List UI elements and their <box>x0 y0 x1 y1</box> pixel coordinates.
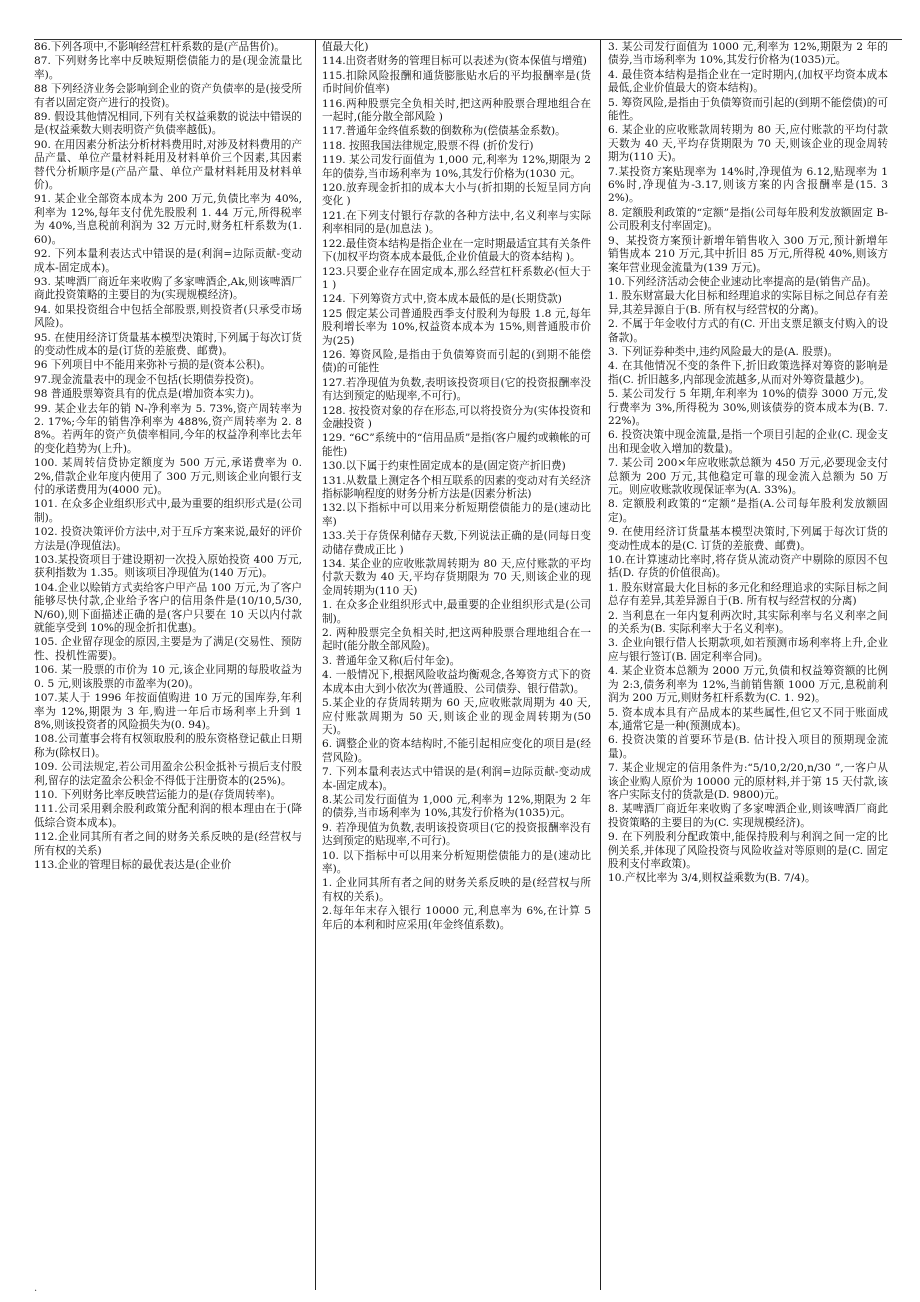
question-item: 101. 在众多企业组织形式中,最为重要的组织形式是(公司制)。 <box>34 498 302 524</box>
text-column-left <box>34 41 302 1286</box>
question-item: 6. 投资决策中现金流量,是指一个项目引起的企业(C. 现金支出和现金收入增加的数量)。 <box>608 429 888 455</box>
question-item: 6. 投资决策的首要环节是(B. 估计投入项目的预期现金流量)。 <box>608 734 888 760</box>
question-item: 104.企业以赊销方式卖给客户甲产品 100 万元,为了客户能够尽快付款,企业给予客户的信用条件是(10/10,5/30,N/60),则下面描述正确的是(客户只要在 10 天以内付款就能享受到 10%的现金折扣优惠)。 <box>34 581 302 635</box>
question-item: 10.下列经济活动会使企业速动比率提高的是(销售产品)。 <box>608 275 877 288</box>
question-item: 117.普通年金终值系数的倒数称为(偿债基金系数)。 <box>322 125 566 138</box>
question-item: 91. 某企业全部资本成本为 200 万元,负债比率为 40%,利率为 12%,每年支付优先股股利 1. 44 万元,所得税率为 40%,当息税前利润为 32 万元时,财务杠杆系数为(1. 60)。 <box>34 193 302 246</box>
question-item: 9. 在使用经济订货量基本模型决策时,下列属于每次订货的变动性成本的是(C. 订货的差旅费、邮费)。 <box>608 526 888 552</box>
question-item: 7. 下列本量利表达式中错误的是(利润=边际贡献-变动成本-固定成本)。 <box>322 766 591 792</box>
question-item: 3. 下列证券种类中,违约风险最大的是(A. 股票)。 <box>608 345 839 358</box>
question-item: 3. 普通年金又称(后付年金)。 <box>322 654 461 667</box>
question-item: 110. 下列财务比率反映营运能力的是(存货周转率)。 <box>34 788 282 801</box>
question-item: 109. 公司法规定,若公司用盈余公积金抵补亏损后支付股利,留存的法定盈余公积金不得低于注册资本的(25%)。 <box>34 761 302 787</box>
question-item: 94. 如果投资组合中包括全部股票,则投资者(只承受市场风险)。 <box>34 303 302 330</box>
question-item: 2.每年年末存入银行 10000 元,利息率为 6%,在计算 5 年后的本利和时应采用(年金终值系数)。 <box>322 905 591 931</box>
question-item: 126. 筹资风险,是指由于负债筹资而引起的(到期不能偿债)的可能性 <box>322 348 591 375</box>
question-item: 125 假定某公司普通股西季支付股利为每股 1.8 元,每年股利增长率为 10%,权益资本成本为 15%,则普通股市价为(25) <box>322 307 591 347</box>
question-item: 值最大化) <box>322 41 369 53</box>
question-item: 108.公司董事会将有权领取股利的股东资格登记截止日期称为(除权日)。 <box>34 733 302 759</box>
question-item: 2. 不属于年金收付方式的有(C. 开出支票足额支付购入的设备款)。 <box>608 318 888 344</box>
question-item: 3. 企业向银行借人长期款项,如若预测市场利率将上升,企业应与银行签订(B. 固定利率合同)。 <box>608 637 888 663</box>
question-item: 98 普通股票筹资具有的优点是(增加资本实力)。 <box>34 388 261 401</box>
question-item: 129. “6C”系统中的“信用品质”是指(客户履约或赖帐的可能性) <box>322 432 591 458</box>
question-item: 96 下列项目中不能用来弥补亏损的是(资本公积)。 <box>34 359 271 372</box>
question-item: 6. 某企业的应收账款周转期为 80 天,应付账款的平均付款天数为 40 天,平均存货期限为 70 天,则该企业的现金周转期为(110 天)。 <box>608 124 888 164</box>
question-item: 4. 某企业资本总额为 2000 万元,负债和权益筹资额的比例为 2:3,债务利率为 12%,当前销售额 1000 万元,息税前利润为 200 万元,则财务杠杆系数为(C. 1. 92)。 <box>608 665 888 705</box>
question-item: 107.某人于 1996 年按面值购进 10 万元的国库券,年利率为 12%,期限为 3 年,购进一年后市场利率上升到 18%,则该投资者的风险损失为(0. 94)。 <box>34 692 302 731</box>
question-item: 102. 投资决策评价方法中,对于互斥方案来说,最好的评价方法是(净现值法)。 <box>34 526 302 552</box>
question-item: 89. 假设其他情况相同,下列有关权益乘数的说法中错误的是(权益乘数大则表明资产负债率越低)。 <box>34 111 302 137</box>
question-item: 4. 一般情况下,根据风险收益均衡观念,各筹资方式下的资本成本由大到小依次为(普通股、公司债券、银行借款)。 <box>322 669 591 695</box>
question-item: 105. 企业留存现金的原因,主要是为了满足(交易性、预防性、投机性需要)。 <box>34 636 302 662</box>
question-item: 130.以下属于约束性固定成本的是(固定资产折旧费) <box>322 460 566 473</box>
question-item: 9、某投资方案预计新增年销售收入 300 万元,预计新增年销售成本 210 万元,其中折旧 85 万元,所得税 40%,则该方案年营业现金流量为(139 万元)。 <box>608 234 888 274</box>
question-item: 127.若净现值为负数,表明该投资项目(它的投资报酬率没有达到预定的贴现率,不可行)。 <box>322 376 591 403</box>
question-item: 5. 筹资风险,是指由于负债筹资而引起的(到期不能偿债)的可能性。 <box>608 96 888 123</box>
question-item: 7. 某公司 200×年应收账款总额为 450 万元,必要现金支付总额为 200 万元,其他稳定可靠的现金流入总额为 50 万元。则应收账款收现保证率为(A. 33%)。 <box>608 457 888 496</box>
question-item: 4. 最佳资本结构是指企业在一定时期内,(加权平均资本成本最低,企业价值最大的资本结构)。 <box>608 68 888 95</box>
question-item: 100. 某周转信贷协定额度为 500 万元,承诺费率为 0. 2%,借款企业年度内使用了 300 万元,则该企业向银行支付的承诺费用为(4000 元)。 <box>34 457 302 496</box>
question-item: 8. 定额股利政策的“定额”是指(公司每年股利发放额固定 B-公司股利支付率固定)。 <box>608 206 888 233</box>
question-item: 9. 若净现值为负数,表明该投资项目(它的投资报酬率没有达到预定的贴现率,不可行)。 <box>322 821 591 848</box>
question-item: 86.下列各项中,不影响经营杠杆系数的是(产品售价)。 <box>34 41 285 53</box>
question-item: 87. 下列财务比率中反映短期偿债能力的是(现金流量比率)。 <box>34 55 302 81</box>
question-item: 119. 某公司发行面值为 1,000 元,利率为 12%,期限为 2 年的债券,当市场利率为 10%,其发行价格为(1030 元。 <box>322 154 591 180</box>
question-item: 5. 某公司发行 5 年期,年利率为 10%的债券 3000 万元,发行费率为 3%,所得税为 30%,则该债券的资本成本为(B. 7. 22%)。 <box>608 388 888 427</box>
question-item: 134. 某企业的应收账款周转期为 80 天,应付账款的平均付款天数为 40 天,平均存货期限为 70 天,则该企业的现金周转期为(110 天) <box>322 558 591 597</box>
question-item: 1. 在众多企业组织形式中,最重要的企业组织形式是(公司制)。 <box>322 599 591 625</box>
question-item: 131.从数量上测定各个相互联系的因素的变动对有关经济指标影响程度的财务分析方法是(因素分析法) <box>322 474 591 500</box>
question-item: 10. 以下指标中可以用来分析短期偿债能力的是(速动比率)。 <box>322 849 591 875</box>
question-item: 116.两种股票完全负相关时,把这两种股票合理地组合在一起时,(能分散全部风险 ) <box>322 97 591 124</box>
question-item: 3. 某公司发行面值为 1000 元,利率为 12%,期限为 2 年的债券,当市场利率为 10%,其发行价格为(1035)元。 <box>608 41 888 67</box>
question-item: 5. 资本成本具有产品成本的某些属性,但它又不同于账面成本,通常它是一种(预测成本)。 <box>608 706 888 732</box>
question-item: 10.在计算速动比率时,将存货从流动资产中剔除的原因不包括(D. 存货的价值很高)。 <box>608 554 888 580</box>
question-item: 133.关于存货保利储存天数,下列说法正确的是(同每日变动储存费成正比 ) <box>322 530 591 556</box>
text-column-middle <box>322 41 591 1286</box>
question-item: 99. 某企业去年的销 N-净利率为 5. 73%,资产周转率为 2. 17%;今年的销售净利率为 488%,资产周转率为 2. 88%。若两年的资产负债率相同,今年的权益净利率比去年的变化趋势为(上升)。 <box>34 402 302 455</box>
question-item: 1. 企业同其所有者之间的财务关系反映的是(经营权与所有权的关系)。 <box>322 877 591 903</box>
question-item: 118. 按照我国法律规定,股票不得 (折价发行) <box>322 139 534 152</box>
question-item: 6. 调整企业的资本结构时,不能引起相应变化的项目是(经营风险)。 <box>322 738 591 764</box>
text-column-right <box>608 41 888 1286</box>
question-item: 97.现金流量表中的现金不包括(长期债券投资)。 <box>34 373 261 386</box>
question-item: 121.在下列支付银行存款的各种方法中,名义利率与实际利率相同的是(加息法 )。 <box>322 209 591 236</box>
top-rule <box>34 39 902 40</box>
question-item: 106. 某一股票的市价为 10 元,该企业同期的每股收益为 0. 5 元,则该股票的市盈率为(20)。 <box>34 664 302 690</box>
question-item: 123.只要企业存在固定成本,那么经营杠杆系数必(恒大于 1 ) <box>322 265 591 291</box>
column-divider-left <box>315 40 316 1290</box>
question-item: 5.某企业的存货周转期为 60 天,应收账款周期为 40 天,应付账款周期为 50 天,则该企业的现金周转期为(50 天)。 <box>322 697 591 736</box>
question-item: 95. 在使用经济订货量基本模型决策时,下列属于每次订货的变动性成本的是(订货的差旅费、邮费)。 <box>34 331 302 357</box>
question-item: 124. 下列筹资方式中,资本成本最低的是(长期贷款) <box>322 293 562 306</box>
question-item: 120.放弃现金折扣的成本大小与(折扣期的长短呈同方向变化 ) <box>322 182 591 208</box>
question-item: 10.产权比率为 3/4,则权益乘数为(B. 7/4)。 <box>608 872 816 885</box>
question-item: 1. 股东财富最大化目标的多元化和经理追求的实际目标之间总存有差异,其差异源自于(B. 所有权与经营权的分离) <box>608 581 888 608</box>
question-item: 9. 在下列股利分配政策中,能保持股利与利润之间一定的比例关系,并体现了风险投资与风险收益对等原则的是(C. 固定股利支付率政策)。 <box>608 831 888 870</box>
question-item: 2. 当利息在一年内复利两次时,其实际利率与名义利率之间的关系为(B. 实际利率大于名义利率)。 <box>608 609 888 636</box>
question-item: 1. 股东财富最大化目标和经理追求的实际目标之间总存有差异,其差异源自于(B. 所有权与经营权的分离)。 <box>608 290 888 316</box>
question-item: 8.某公司发行面值为 1,000 元,利率为 12%,期限为 2 年的债券,当市场利率为 10%,其发行价格为(1035)元。 <box>322 793 591 820</box>
question-item: 90. 在用因素分析法分析材料费用时,对涉及材料费用的产品产量、单位产量材料耗用及材料单价三个因素,其因素替代分析顺序是(产品产量、单位产量材料耗用及材料单价)。 <box>34 138 302 192</box>
question-item: 132.以下指标中可以用来分析短期偿债能力的是(速动比率) <box>322 502 591 528</box>
question-item: 2. 两种股票完全负相关时,把这两种股票合理地组合在一起时(能分散全部风险)。 <box>322 627 591 653</box>
question-item: 128. 按投资对象的存在形态,可以将投资分为(实体投资和金融投资 ) <box>322 404 591 430</box>
column-divider-right <box>600 40 601 1290</box>
question-item: 103.某投资项目于建设期初一次投入原始投资 400 万元,获利指数为 1.35。则该项目净现值为(140 万元)。 <box>34 554 302 580</box>
question-item: 8. 某啤酒厂商近年来收购了多家啤酒企业,则该啤酒厂商此投资策略的主要目的为(C. 实现规模经济)。 <box>608 803 888 829</box>
question-item: 111.公司采用剩余股利政策分配利润的根本理由在于(降低综合资本成本)。 <box>34 803 302 829</box>
question-item: 7. 某企业规定的信用条件为:“5/10,2/20,n/30 ”,一客户从该企业购人原价为 10000 元的原材料,并于第 15 天付款,该客户实际支付的货款是(D. 9800)元。 <box>608 762 888 801</box>
question-item: 112.企业同其所有者之间的财务关系反映的是(经营权与所有权的关系) <box>34 831 302 857</box>
question-item: 7.某投资方案贴现率为 14%时,净现值为 6.12,贴现率为 16%时,净现值为-3.17,则该方案的内含报酬率是(15. 32%)。 <box>608 165 888 205</box>
footer-mark: . <box>34 1283 38 1294</box>
question-item: 8. 定额股利政策的“定额”是指(A.公司每年股利发放额固定)。 <box>608 498 888 524</box>
question-item: 92. 下列本量利表达式中错误的是(利润=边际贡献-变动成本-固定成本)。 <box>34 248 302 274</box>
question-item: 115.扣除风险报酬和通货膨胀贴水后的平均报酬率是(货币时间价值率) <box>322 69 591 96</box>
question-item: 114.出资者财务的管理目标可以表述为(资本保值与增殖) <box>322 55 587 68</box>
question-item: 88 下列经济业务会影响到企业的资产负债率的是(接受所有者以固定资产进行的投资)。 <box>34 83 302 109</box>
question-item: 4. 在其他情况不变的条件下,折旧政策选择对筹资的影响是指(C. 折旧越多,内部现金流越多,从而对外筹资量越少)。 <box>608 360 888 386</box>
question-item: 113.企业的管理目标的最优表达是(企业价 <box>34 858 232 871</box>
question-item: 93. 某啤酒厂商近年来收购了多家啤酒企,Ak,则该啤酒厂商此投资策略的主要目的为(实现规模经济)。 <box>34 275 302 302</box>
question-item: 122.最佳资本结构是指企业在一定时期最适宜其有关条件下(加权平均资本成本最低,企业价值最大的资本结构 )。 <box>322 237 591 264</box>
